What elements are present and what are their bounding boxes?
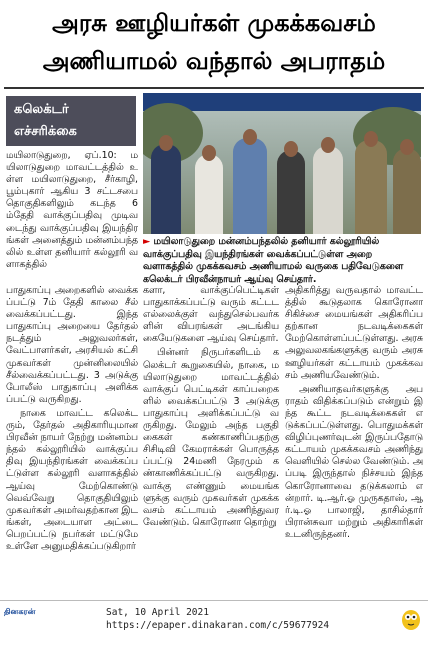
photo-person (277, 150, 305, 234)
edition-date: Sat, 10 April 2021 (106, 607, 209, 618)
article-paragraph: களா, வாக்குப்பெட்டிகள் பாதுகாக்கப்பட்டு வரும் கட்டட எல்லைக்குள் வந்துசெல்பவர்களின் விபரங்கள் அடங்கிய கையேடுகளை ஆய்வு செய்தார். (143, 285, 279, 345)
photo-person (393, 148, 421, 234)
article-paragraph: அணியாதவர்களுக்கு அபராதம் விதிக்கப்படும் என்றும் இந்த கூட்ட நடவடிக்கைகள் எடுக்கப்பட்டுள்ளது. பொதுமக்கள் விழிப்புணர்வுடன் இருப்பதோடு கட்டாயம் முகக்கவசம் அணிந்து வெளியில் செல்ல வேண்டும். அப்படி இருந்தால் நிச்சயம் இந்த கொரோனாவை தடுக்கலாம் என்றார். டி.ஆர்.ஓ முருகதாஸ், ஆர்.டி.ஓ பாலாஜி, தாசில்தார் பிரான்சுவா மற்றும் அதிகாரிகள் உடனிருந்தனர். (285, 383, 423, 540)
article-paragraph: அதிகரித்து வருவதால் மாவட்டத்தில் கூடுதலாக கொரோனா சிகிச்சை மையங்கள் அதிகரிப்பதற்கான நடவடிக்கைகள் மேற்கொள்ளப்பட்டுள்ளது. அரசு அலுவலகங்களுக்கு வரும் அரசு ஊழியர்கள் கட்டாயம் முகக்கவசம் அணியவேண்டும். (285, 285, 423, 381)
article-column-3 (285, 285, 423, 645)
caption-text: மயிலாடுதுறை மன்னம்பந்தலில் தனியார் கல்லூரியில் வாக்குப்பதிவு இயந்திரங்கள் வைக்கப்பட்டுள்ள அறை வளாகத்தில் முகக்கவசம் அணியாமல் வருகை பதிவேடுகளை கலெக்டர் பிரவீன்நாயர் ஆய்வு செய்தார். (143, 236, 404, 285)
article-paragraph: மயிலாடுதுறை, ஏப்.10: மயிலாடுதுறை மாவட்டத்தில் உள்ள மயிலாடுதுறை, சீர்காழி, பூம்புகார் ஆகிய 3 சட்டசபை தொகுதிகளிலும் கடந்த 6ம்தேதி வாக்குப்பதிவு முடிவடைந்து வாக்குப்பதிவு இயந்திரங்கள் அனைத்தும் மன்னம்பந்தலில் உள்ள தனியார் கல்லூரி வளாகத்தில் (6, 150, 138, 270)
article-column-2 (143, 285, 279, 645)
article-column-1-top (6, 150, 138, 285)
caption-arrow-icon: ► (143, 236, 151, 247)
mascot-icon (400, 605, 422, 631)
kicker-line-1: கலெக்டர் (14, 102, 69, 117)
article-paragraph: பாதுகாப்பு அறைகளில் வைக்கப்பட்டு 7ம் தேதி காலை சீல் வைக்கப்பட்டது. இந்த பாதுகாப்பு அறையை தேர்தல் நடத்தும் அலுவலர்கள், வேட்பாளர்கள், அரசியல் கட்சி முகவர்கள் முன்னிலையில் சீல்வைக்கப்பட்டது. 3 அடுக்கு போலீஸ் பாதுகாப்பு அளிக்கப்பட்டு வருகிறது. (6, 285, 138, 405)
photo-person (355, 140, 387, 234)
photo-person-head (321, 137, 335, 153)
photo-person-head (400, 139, 414, 155)
photo-person (195, 154, 223, 234)
article-paragraph: நாகை மாவட்ட கலெக்டரும், தேர்தல் அதிகாரியுமான பிரவீன் நாயர் நேற்று மன்னம்பந்தல் கல்லூரியில் வாக்குப்பதிவு இயந்திரங்கள் வைக்கப்பட்டுள்ள கல்லூரி வளாகத்தில் ஆய்வு மேற்கொண்டு வெவ்வேறு தொகுதியிலும் முகவர்கள் அமர்வதற்கான இடங்கள், அடையாள அட்டை பெறப்பட்டு நபர்கள் மட்டுமே உள்ளே அனுமதிக்கப்படுகிறார் (6, 407, 138, 552)
photo-person-head (202, 145, 216, 161)
footer-bar (0, 600, 428, 641)
photo-person (233, 138, 267, 234)
photo-person-head (284, 141, 298, 157)
photo-person (313, 146, 343, 234)
epaper-link[interactable]: https://epaper.dinakaran.com/c/59677924 (106, 620, 330, 631)
headline-divider (4, 87, 424, 89)
photo-person (151, 144, 181, 234)
kicker-box (6, 96, 136, 146)
article-column-1 (6, 285, 138, 645)
photo-person-head (159, 135, 173, 151)
photo-person-head (364, 131, 378, 147)
photo-person-head (243, 129, 257, 145)
kicker-line-2: எச்சரிக்கை (14, 124, 77, 139)
news-photo (143, 93, 421, 234)
article-paragraph: பின்னர் நிருபர்களிடம் கலெக்டர் கூறுகையில், நாகை, மயிலாடுதுறை மாவட்டத்தில் வாக்குப் பெட்டிகள் காப்பறைகளில் வைக்கப்பட்டு 3 அடுக்கு பாதுகாப்பு அளிக்கப்பட்டு வருகிறது. மேலும் அந்த பகுதி கைகள் கண்காணிப்பதற்கு சிசிடிவி கேமராக்கள் பொருத்தப்பட்டு 24மணி நேரமும் கண்காணிக்கப்பட்டு வருகிறது. வாக்கு எண்ணும் மையங்களுக்கு வரும் முகவர்கள் முகக்கவசம் கட்டாயம் அணிந்துவர வேண்டும். கொரோனா தொற்று (143, 347, 279, 528)
photo-caption (143, 236, 424, 286)
headline-line-1: அரசு ஊழியர்கள் முகக்கவசம் (52, 9, 376, 37)
newspaper-logo: தினகரன் (4, 607, 36, 616)
headline-line-2: அணியாமல் வந்தால் அபராதம் (42, 47, 386, 75)
